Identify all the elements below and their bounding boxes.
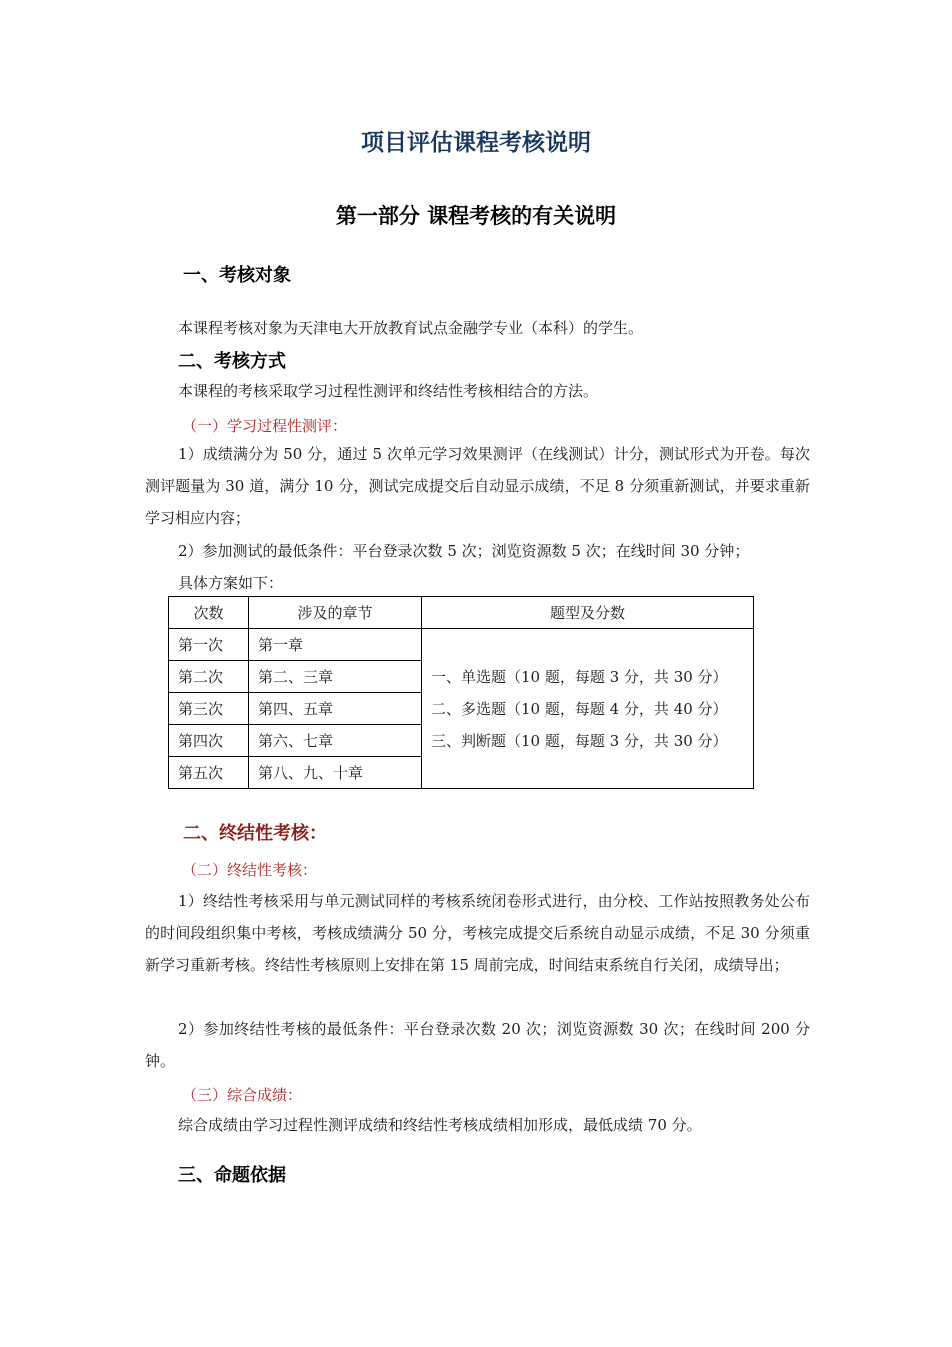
table-row <box>169 629 754 661</box>
cell-chapters: 第四、五章 <box>249 693 422 725</box>
table-header-row <box>169 597 754 629</box>
cell-chapters: 第二、三章 <box>249 661 422 693</box>
cell-count: 第五次 <box>169 757 249 789</box>
scheme-intro: 具体方案如下： <box>178 574 284 592</box>
assessment-scheme-table <box>168 596 754 789</box>
cell-count: 第三次 <box>169 693 249 725</box>
section-heading-exam-target: 一、考核对象 <box>183 265 291 286</box>
exam-target-text: 本课程考核对象为天津电大开放教育试点金融学专业（本科）的学生。 <box>178 319 644 337</box>
cell-count: 第四次 <box>169 725 249 757</box>
process-assessment-paragraph-2: 2）参加测试的最低条件：平台登录次数 5 次；浏览资源数 5 次；在线时间 30 分钟； <box>178 542 750 560</box>
document-title: 项目评估课程考核说明 <box>361 129 591 156</box>
section-heading-final-exam: 二、终结性考核： <box>183 823 327 844</box>
subheading-process-assessment: （一）学习过程性测评： <box>182 417 348 435</box>
question-type-true-false: 三、判断题（10 题，每题 3 分，共 30 分） <box>431 731 728 750</box>
cell-count: 第二次 <box>169 661 249 693</box>
overall-score-text: 综合成绩由学习过程性测评成绩和终结性考核成绩相加形成，最低成绩 70 分。 <box>178 1116 702 1134</box>
cell-chapters: 第六、七章 <box>249 725 422 757</box>
final-exam-paragraph-2: 2）参加终结性考核的最低条件：平台登录次数 20 次；浏览资源数 30 次；在线时间 200 分钟。 <box>145 1020 810 1070</box>
question-type-single-choice: 一、单选题（10 题，每题 3 分，共 30 分） <box>431 667 728 686</box>
header-question-types: 题型及分数 <box>422 597 754 629</box>
header-count: 次数 <box>169 597 249 629</box>
process-assessment-paragraph-1: 1）成绩满分为 50 分，通过 5 次单元学习效果测评（在线测试）计分，测试形式为开卷。每次测评题量为 30 道，满分 10 分，测试完成提交后自动显示成绩，不足 8 分须重新测试，并要求重新学习相应内容； <box>145 445 810 527</box>
cell-chapters: 第一章 <box>249 629 422 661</box>
section-heading-exam-method: 二、考核方式 <box>178 351 286 372</box>
section-heading-basis: 三、命题依据 <box>178 1165 286 1186</box>
header-chapters: 涉及的章节 <box>249 597 422 629</box>
subheading-final-exam: （二）终结性考核： <box>182 861 318 879</box>
final-exam-paragraph-1: 1）终结性考核采用与单元测试同样的考核系统闭卷形式进行，由分校、工作站按照教务处公布的时间段组织集中考核，考核成绩满分 50 分，考核完成提交后系统自动显示成绩，不足 30 分须重新学习重新考核。终结性考核原则上安排在第 15 周前完成，时间结束系统自行关闭，成绩导出； <box>145 892 810 974</box>
question-type-multi-choice: 二、多选题（10 题，每题 4 分，共 40 分） <box>431 699 728 718</box>
subheading-overall-score: （三）综合成绩： <box>182 1086 303 1104</box>
cell-chapters: 第八、九、十章 <box>249 757 422 789</box>
part-title: 第一部分 课程考核的有关说明 <box>335 203 617 228</box>
cell-count: 第一次 <box>169 629 249 661</box>
cell-question-types <box>422 629 754 789</box>
exam-method-intro: 本课程的考核采取学习过程性测评和终结性考核相结合的方法。 <box>178 382 599 400</box>
